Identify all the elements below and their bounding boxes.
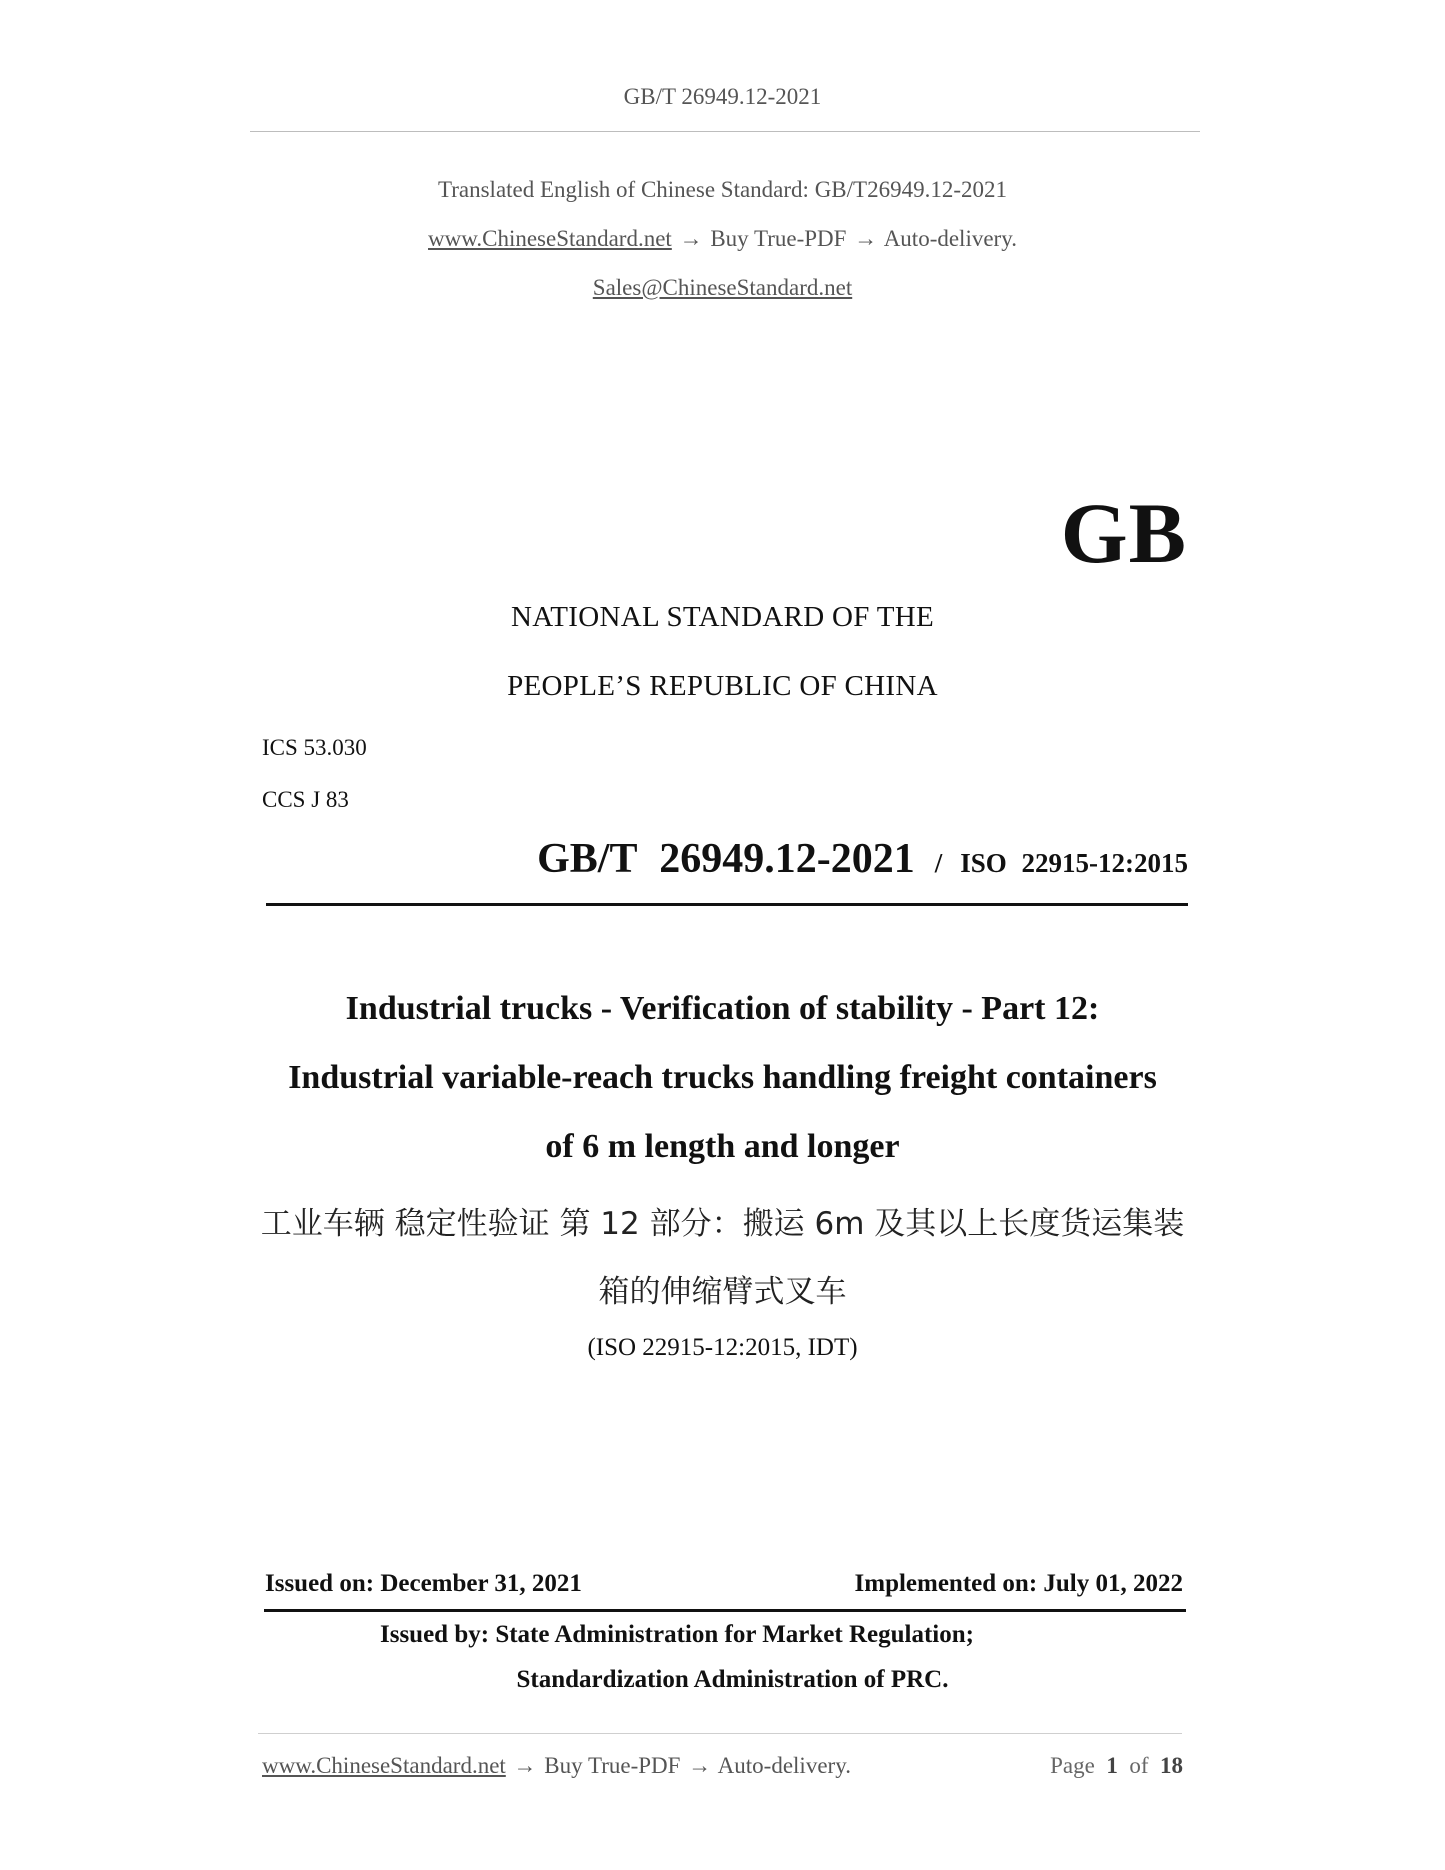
arrow-icon: →	[688, 1753, 712, 1778]
translation-notice: Translated English of Chinese Standard: GB/T26949.12-2021	[438, 177, 1007, 202]
standard-code-line	[537, 835, 1188, 883]
promo-links	[0, 226, 1445, 252]
issued-by-line-1: Issued by: State Administration for Market Regulation;	[380, 1621, 974, 1648]
chinese-title-line-2: 箱的伸缩臂式叉车	[598, 1274, 847, 1310]
footer-divider	[258, 1733, 1182, 1734]
buy-text: Buy True-PDF	[710, 226, 847, 251]
national-standard-line2: PEOPLE’S REPUBLIC OF CHINA	[507, 670, 938, 702]
gb-logo: GB	[1060, 485, 1187, 581]
page-label: Page	[1050, 1753, 1095, 1778]
implemented-on: Implemented on: July 01, 2022	[854, 1570, 1183, 1597]
page-number	[1050, 1753, 1183, 1779]
of-label: of	[1129, 1753, 1149, 1778]
email-row	[0, 275, 1445, 301]
running-header: GB/T 26949.12-2021	[623, 84, 822, 109]
ccs-code: CCS J 83	[262, 787, 349, 812]
ics-code: ICS 53.030	[262, 735, 367, 760]
issue-divider	[264, 1609, 1186, 1612]
standard-code: GB/T 26949.12-2021	[537, 836, 915, 882]
footer-links	[262, 1753, 851, 1779]
national-standard-line1: NATIONAL STANDARD OF THE	[511, 601, 934, 633]
arrow-icon: →	[854, 226, 878, 251]
chinese-title-line-1: 工业车辆 稳定性验证 第 12 部分：搬运 6m 及其以上长度货运集装	[260, 1206, 1185, 1242]
title-line-3: of 6 m length and longer	[545, 1128, 900, 1165]
issued-on: Issued on: December 31, 2021	[265, 1570, 582, 1597]
total-pages: 18	[1160, 1753, 1183, 1778]
footer-delivery-text: Auto-delivery.	[717, 1753, 851, 1778]
equivalence-note: (ISO 22915-12:2015, IDT)	[587, 1334, 858, 1361]
email-link[interactable]: Sales@ChineseStandard.net	[592, 275, 853, 300]
footer-site-link[interactable]: www.ChineseStandard.net	[262, 1753, 506, 1778]
footer-buy-text: Buy True-PDF	[544, 1753, 681, 1778]
current-page: 1	[1106, 1753, 1118, 1778]
arrow-icon: →	[513, 1753, 537, 1778]
code-divider	[266, 903, 1188, 906]
arrow-icon: →	[679, 226, 703, 251]
iso-code: ISO 22915-12:2015	[960, 848, 1188, 878]
header-divider	[250, 131, 1200, 132]
site-link[interactable]: www.ChineseStandard.net	[428, 226, 672, 251]
title-line-2: Industrial variable-reach trucks handling freight containers	[288, 1059, 1157, 1096]
delivery-text: Auto-delivery.	[883, 226, 1017, 251]
issued-by-line-2: Standardization Administration of PRC.	[516, 1666, 949, 1693]
code-separator: /	[934, 848, 943, 878]
title-line-1: Industrial trucks - Verification of stability - Part 12:	[345, 990, 1100, 1027]
